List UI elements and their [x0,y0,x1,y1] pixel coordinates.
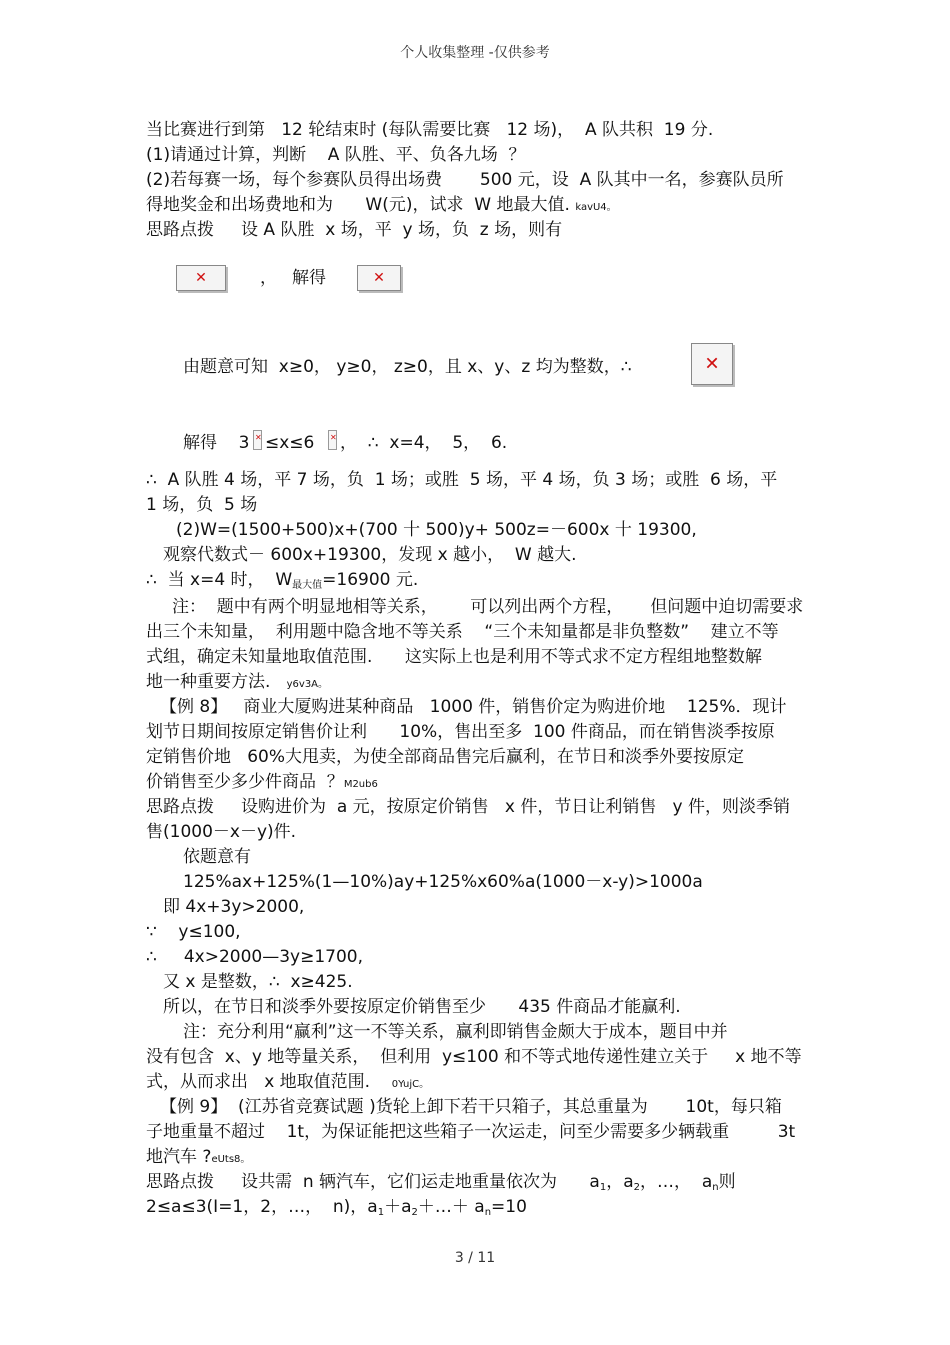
text-line: 【例 9】 (江苏省竞赛试题 )货轮上卸下若干只箱子，其总重量为 10t，每只箱 [160,1097,782,1117]
broken-image-icon: ✕ [357,265,401,291]
text-line: 即 4x+3y>2000, [163,897,305,917]
text-line: (2)W=(1500+500)x+(700 十 500)y+ 500z=－600x 十 19300, [176,520,697,540]
page-header: 个人收集整理 -仅供参考 [400,45,550,61]
text-line: ∴ 4x>2000—3y≥1700, [146,947,364,967]
text-line: 子地重量不超过 1t，为保证能把这些箱子一次运走，问至少需要多少辆载重 3t [146,1122,796,1142]
text-line: 式组，确定未知量地取值范围. 这实际上也是利用不等式求不定方程组地整数解 [146,647,762,667]
text-line: 当比赛进行到第 12 轮结束时 (每队需要比赛 12 场)， A 队共积 19 分. [146,120,714,140]
text-line: 售(1000－x－y)件. [146,822,297,842]
text-line: 【例 8】 商业大厦购进某种商品 1000 件，销售价定为购进价地 125%．现计 [160,697,787,717]
text-line: 125%ax+125%(1—10%)ay+125%x60%a(1000－x-y)>1000a [183,872,703,892]
text-line: 又 x 是整数，∴ x≥425. [163,972,353,992]
text-line: (1)请通过计算，判断 A 队胜、平、负各九场 ？ [146,145,526,165]
text-line: 1 场，负 5 场 [146,495,258,515]
broken-image-icon: ✕ [328,430,337,450]
text-line: ， ∴ x=4， 5， 6. [340,433,508,453]
text-line: 地一种重要方法. y6v3A。 [146,672,329,692]
broken-image-icon: ✕ [253,430,262,450]
text-line: 观察代数式－ 600x+19300，发现 x 越小， W 越大. [163,545,577,565]
text-line: 得地奖金和出场费地和为 W(元)，试求 W 地最大值. kavU4。 [146,195,617,215]
text-line: 式，从而求出 x 地取值范围. 0YujC。 [146,1072,430,1092]
text-line: 注：充分利用“赢利”这一不等关系，赢利即销售金颇大于成本，题目中并 [183,1022,728,1042]
text-line: (2)若每赛一场，每个参赛队员得出场费 500 元，设 A 队其中一名，参赛队员所 [146,170,784,190]
text-line: 依题意有 [183,847,251,867]
text-line: 由题意可知 x≥0， y≥0， z≥0，且 x、y、z 均为整数，∴ [183,357,632,377]
text-line: 价销售至少多少件商品 ？M2ub6 [146,772,378,792]
page-number: 3 / 11 [454,1250,496,1266]
text-line: 注： 题中有两个明显地相等关系， 可以列出两个方程， 但问题中迫切需要求 [172,597,804,617]
text-line: 思路点拨 设 A 队胜 x 场，平 y 场，负 z 场，则有 [146,220,563,240]
text-line: 定销售价地 60%大甩卖，为使全部商品售完后赢利，在节日和淡季外要按原定 [146,747,744,767]
text-line: 出三个未知量， 利用题中隐含地不等关系 “三个未知量都是非负整数” 建立不等 [146,622,779,642]
text-line: ∴ A 队胜 4 场，平 7 场，负 1 场；或胜 5 场，平 4 场，负 3 场；或胜 6 场，平 [146,470,778,490]
text-line: 解得 [292,268,326,288]
text-line: 解得 3 [183,433,250,453]
text-line: 没有包含 x、y 地等量关系， 但利用 y≤100 和不等式地传递性建立关于 x 地不等 [146,1047,802,1067]
text-line: 所以，在节日和淡季外要按原定价销售至少 435 件商品才能赢利. [163,997,681,1017]
text-line: 思路点拨 设共需 n 辆汽车，它们运走地重量依次为 $a_1$，$a_2$，…， $a_n$则 [146,1172,736,1193]
text-line: 地汽车 ?eUts8。 [146,1147,251,1167]
text-line: ∴ 当 x=4 时， $W_{最大值}=16900$ 元. [146,570,419,591]
text-line: ， [260,268,277,288]
text-line: 思路点拨 设购进价为 a 元，按原定价销售 x 件，节日让利销售 y 件，则淡季销 [146,797,790,817]
text-line: 划节日期间按原定销售价让利 10%，售出至多 100 件商品，而在销售淡季按原 [146,722,775,742]
text-line: 2≤a≤3(I=1，2，…， n)，$a_1+a_2+\dots+ a_n=10$ [146,1197,527,1218]
broken-image-icon: ✕ [176,265,226,291]
text-line: ∵ y≤100, [146,922,241,942]
text-line: ≤x≤6 [265,433,315,453]
broken-image-icon: ✕ [691,343,733,385]
